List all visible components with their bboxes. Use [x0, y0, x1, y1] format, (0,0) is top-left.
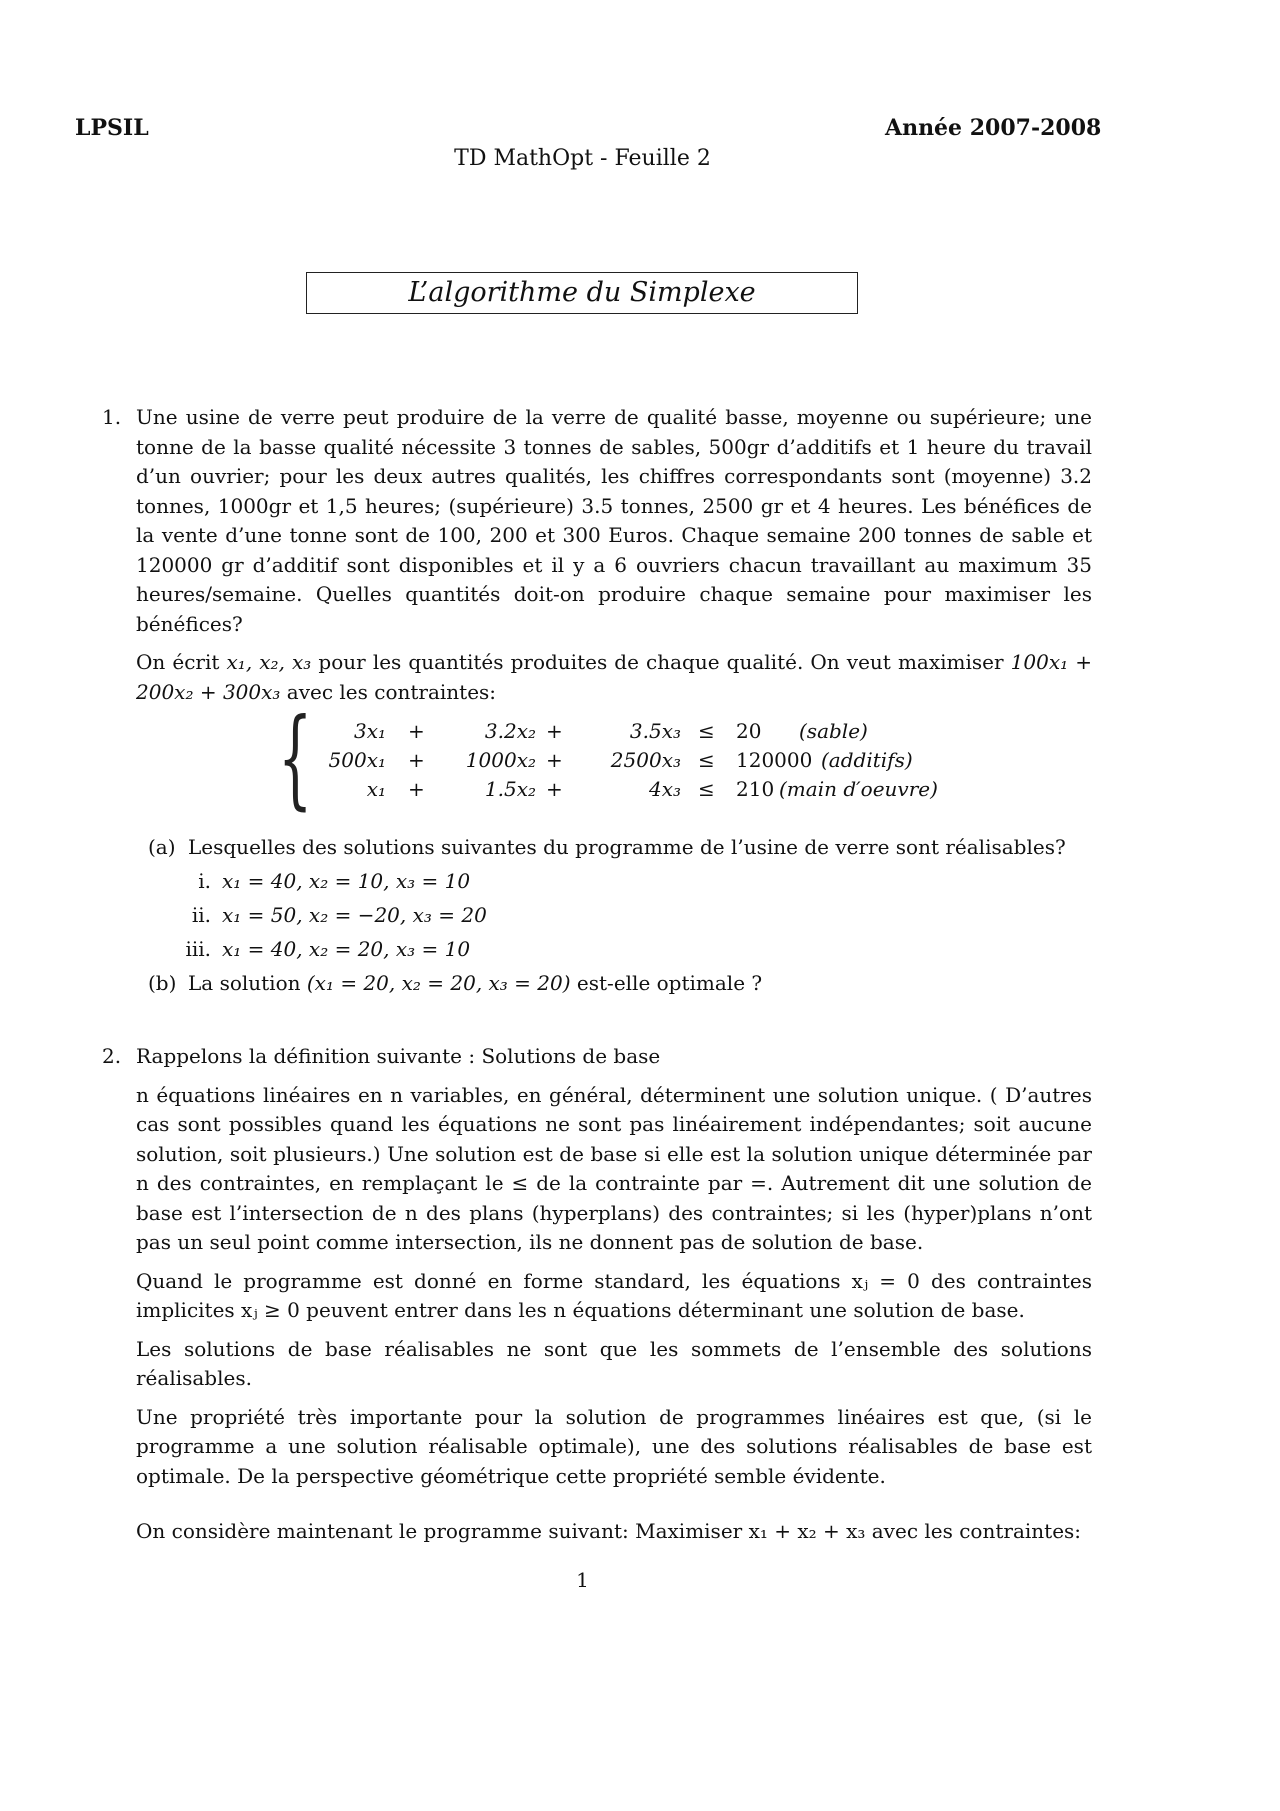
header-subtitle: TD MathOpt - Feuille 2 [454, 146, 711, 171]
option-item: i. x₁ = 40, x₂ = 10, x₃ = 10 [198, 868, 471, 893]
option-item: iii. x₁ = 40, x₂ = 20, x₃ = 10 [185, 936, 471, 961]
exercise-heading: Rappelons la définition suivante : Solutions de base [136, 1044, 661, 1068]
exercise-2 [102, 1042, 1092, 1556]
constraint-row: 500x₁ + 1000x₂ + 2500x₃ ≤ 120000 (additifs) [328, 748, 913, 772]
header-year: Année 2007-2008 [885, 115, 1102, 141]
constraint-row: x₁ + 1.5x₂ + 4x₃ ≤ 210 (main d′oeuvre) [366, 777, 938, 801]
question-a [148, 833, 1092, 863]
exercise-number: 1. [102, 405, 122, 429]
constraint-row: 3x₁ + 3.2x₂ + 3.5x₃ ≤ 20 (sable) [353, 719, 868, 743]
left-brace: { [278, 696, 313, 821]
question-text: Lesquelles des solutions suivantes du programme de l’usine de verre sont réalisables? [188, 835, 1066, 859]
exercise-number: 2. [102, 1044, 122, 1068]
paragraph: Les solutions de base réalisables ne sont que les sommets de l’ensemble des solutions réalisables. [136, 1336, 1092, 1390]
solution-math: (x₁ = 20, x₂ = 20, x₃ = 20) [306, 970, 571, 995]
question-label: (a) [148, 835, 176, 859]
exercise-statement: Une usine de verre peut produire de la verre de qualité basse, moyenne ou supérieure; une tonne de la basse qualité nécessite 3 tonnes de sables, 500gr d’additifs et 1 heure du travail d’un ouvrier; pour les deux autres qualités, les chiffres correspondants sont (moyenne) 3.2 tonnes, 1000gr et 1,5 heures; (supérieure) 3.5 tonnes, 2500 gr et 4 heures. Les bénéfices de la vente d’une tonne sont de 100, 200 et 300 Euros. Chaque semaine 200 tonnes de sable et 120000 gr d’additif sont disponibles et il y a 6 ouvriers chacun travaillant au maximum 35 heures/semaine. Quelles quantités doit-on produire chaque semaine pour maximiser les bénéfices? [136, 405, 1092, 636]
header-institution: LPSIL [75, 115, 149, 141]
exercise-1 [102, 403, 1092, 1002]
variables-math: x₁, x₂, x₃ [226, 650, 312, 674]
paragraph: Une propriété très importante pour la solution de programmes linéaires est que, (si le programme a une solution réalisable optimale), une des solutions réalisables de base est optimale. De la perspective géométrique cette propriété semble évidente. [136, 1404, 1092, 1488]
objective-math: 100x₁ + 200x₂ + 300x₃ [136, 650, 1092, 704]
paragraph: n équations linéaires en n variables, en général, déterminent une solution unique. ( D’autres cas sont possibles quand les équations ne sont pas linéairement indépendantes; soit aucune solution, soit plusieurs.) Une solution est de base si elle est la solution unique déterminée par n des contraintes, en remplaçant le ≤ de la contrainte par =. Autrement dit une solution de base est l’intersection de n des plans (hyperplans) des contraintes; si les (hyper)plans n’ont pas un seul point comme intersection, ils ne donnent pas de solution de base. [136, 1082, 1092, 1254]
constraint-system [136, 696, 1092, 821]
paragraph: Quand le programme est donné en forme standard, les équations xⱼ = 0 des contraintes implicites xⱼ ≥ 0 peuvent entrer dans les n équations déterminant une solution de base. [136, 1268, 1092, 1322]
option-item: ii. x₁ = 50, x₂ = −20, x₃ = 20 [191, 902, 487, 927]
page-number: 1 [576, 1568, 589, 1592]
exercise-intro: On écrit x₁, x₂, x₃ pour les quantités produites de chaque qualité. On veut maximiser 100x₁ + 200x₂ + 300x₃ avec les contraintes: [136, 650, 1092, 704]
paragraph: On considère maintenant le programme suivant: Maximiser x₁ + x₂ + x₃ avec les contraintes: [136, 1519, 1082, 1543]
question-label: (b) [148, 970, 177, 995]
question-b: (b) La solution (x₁ = 20, x₂ = 20, x₃ = 20) est-elle optimale ? [148, 969, 1092, 999]
document-title: L’algorithme du Simplexe [306, 272, 858, 314]
